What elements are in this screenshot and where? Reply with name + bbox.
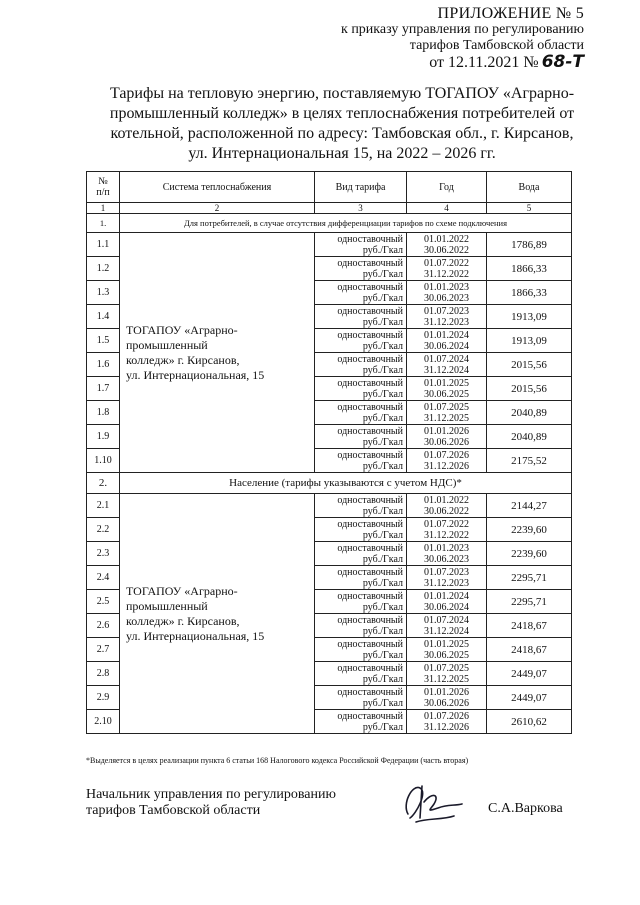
row-num: 2.7 [87,638,120,662]
row-num: 1.1 [87,233,120,257]
system-name: ТОГАПОУ «Аграрно- промышленный колледж» г. Кирсанов, ул. Интернациональная, 15 [120,494,315,734]
header-god: Год [407,172,487,203]
tariff-value: 2449,07 [487,686,572,710]
tariff-value: 2040,89 [487,425,572,449]
handwritten-signature [398,778,468,831]
row-num: 2.10 [87,710,120,734]
system-name: ТОГАПОУ «Аграрно- промышленный колледж» г. Кирсанов, ул. Интернациональная, 15 [120,233,315,473]
row-num: 2.3 [87,542,120,566]
tariff-value: 2295,71 [487,566,572,590]
row-num: 2.9 [87,686,120,710]
header-num: № п/п [87,172,120,203]
tariff-table [86,171,572,734]
tariff-value: 2175,52 [487,449,572,473]
row-num: 2.8 [87,662,120,686]
period: 01.07.2023 31.12.2023 [407,305,487,329]
tariff-type: одноставочный руб./Гкал [315,305,407,329]
tariff-type: одноставочный руб./Гкал [315,566,407,590]
tariff-type: одноставочный руб./Гкал [315,233,407,257]
tariff-value: 2418,67 [487,638,572,662]
tariff-type: одноставочный руб./Гкал [315,401,407,425]
row-num: 2.5 [87,590,120,614]
header-voda: Вода [487,172,572,203]
row-num: 2.4 [87,566,120,590]
row-num: 1.6 [87,353,120,377]
order-date: от 12.11.2021 № [429,54,539,71]
tariff-type: одноставочный руб./Гкал [315,494,407,518]
period: 01.07.2025 31.12.2025 [407,401,487,425]
row-num: 1.4 [87,305,120,329]
tariff-value: 2449,07 [487,662,572,686]
title-line-3: котельной, расположенной по адресу: Тамбовская обл., г. Кирсанов, [110,125,574,142]
tariff-value: 1913,09 [487,329,572,353]
period: 01.07.2026 31.12.2026 [407,449,487,473]
appendix-header [341,6,584,71]
tariff-type: одноставочный руб./Гкал [315,686,407,710]
tariff-type: одноставочный руб./Гкал [315,281,407,305]
period: 01.07.2023 31.12.2023 [407,566,487,590]
row-num: 1.2 [87,257,120,281]
table-row [87,233,572,257]
period: 01.07.2022 31.12.2022 [407,257,487,281]
period: 01.01.2023 30.06.2023 [407,281,487,305]
tariff-value: 2144,27 [487,494,572,518]
appendix-order-line: к приказу управления по регулированию [341,22,584,37]
tariff-value: 2610,62 [487,710,572,734]
section-num: 2. [87,473,120,494]
tariff-value: 1866,33 [487,281,572,305]
section-2-row [87,473,572,494]
tariff-value: 1866,33 [487,257,572,281]
tariff-value: 2418,67 [487,614,572,638]
document-title [92,84,592,164]
tariff-type: одноставочный руб./Гкал [315,353,407,377]
period: 01.07.2022 31.12.2022 [407,518,487,542]
tariff-type: одноставочный руб./Гкал [315,590,407,614]
order-number: 68-Т [541,52,584,72]
appendix-title: ПРИЛОЖЕНИЕ № 5 [437,5,584,22]
table-row [87,494,572,518]
tariff-type: одноставочный руб./Гкал [315,329,407,353]
row-num: 2.2 [87,518,120,542]
period: 01.01.2025 30.06.2025 [407,377,487,401]
title-line-1: Тарифы на тепловую энергию, поставляемую ТОГАПОУ «Аграрно- [109,85,575,102]
tariff-type: одноставочный руб./Гкал [315,257,407,281]
period: 01.07.2025 31.12.2025 [407,662,487,686]
tariff-type: одноставочный руб./Гкал [315,638,407,662]
section-label: Для потребителей, в случае отсутствия дифференциации тарифов по схеме подключения [120,214,572,233]
row-num: 1.8 [87,401,120,425]
row-num: 1.10 [87,449,120,473]
period: 01.07.2024 31.12.2024 [407,614,487,638]
row-num: 1.3 [87,281,120,305]
tariff-value: 2239,60 [487,542,572,566]
signatory-position: Начальник управления по регулированию тарифов Тамбовской области [86,787,336,818]
period: 01.07.2026 31.12.2026 [407,710,487,734]
period: 01.01.2026 30.06.2026 [407,686,487,710]
tariff-value: 2015,56 [487,353,572,377]
row-num: 1.5 [87,329,120,353]
tariff-value: 2040,89 [487,401,572,425]
period: 01.01.2023 30.06.2023 [407,542,487,566]
tariff-type: одноставочный руб./Гкал [315,614,407,638]
title-line-2: промышленный колледж» в целях теплоснабжения потребителей от [109,105,575,122]
header-vid: Вид тарифа [315,172,407,203]
tariff-type: одноставочный руб./Гкал [315,425,407,449]
header-system: Система теплоснабжения [120,172,315,203]
tariff-value: 1786,89 [487,233,572,257]
period: 01.01.2024 30.06.2024 [407,590,487,614]
row-num: 2.1 [87,494,120,518]
period: 01.07.2024 31.12.2024 [407,353,487,377]
tariff-type: одноставочный руб./Гкал [315,449,407,473]
table-header-row [87,172,572,203]
tariff-type: одноставочный руб./Гкал [315,662,407,686]
period: 01.01.2024 30.06.2024 [407,329,487,353]
tariff-value: 2295,71 [487,590,572,614]
signatory-name: С.А.Варкова [488,801,563,816]
tariff-value: 1913,09 [487,305,572,329]
section-label: Население (тарифы указываются с учетом НДС)* [120,473,572,494]
section-1-row [87,214,572,233]
tariff-value: 2015,56 [487,377,572,401]
column-index-row: 1 2 3 4 5 [87,203,572,214]
title-line-4: ул. Интернациональная 15, на 2022 – 2026 гг. [188,145,496,162]
appendix-date-line [341,54,584,71]
row-num: 1.7 [87,377,120,401]
period: 01.01.2022 30.06.2022 [407,233,487,257]
tariff-value: 2239,60 [487,518,572,542]
period: 01.01.2022 30.06.2022 [407,494,487,518]
tariff-type: одноставочный руб./Гкал [315,377,407,401]
tariff-type: одноставочный руб./Гкал [315,542,407,566]
section-num: 1. [87,214,120,233]
tariff-type: одноставочный руб./Гкал [315,710,407,734]
tariff-type: одноставочный руб./Гкал [315,518,407,542]
row-num: 1.9 [87,425,120,449]
row-num: 2.6 [87,614,120,638]
period: 01.01.2026 30.06.2026 [407,425,487,449]
period: 01.01.2025 30.06.2025 [407,638,487,662]
footnote: *Выделяется в целях реализации пункта 6 статьи 168 Налогового кодекса Российской Федерации (часть вторая) [86,756,469,765]
appendix-authority-line: тарифов Тамбовской области [409,38,584,53]
